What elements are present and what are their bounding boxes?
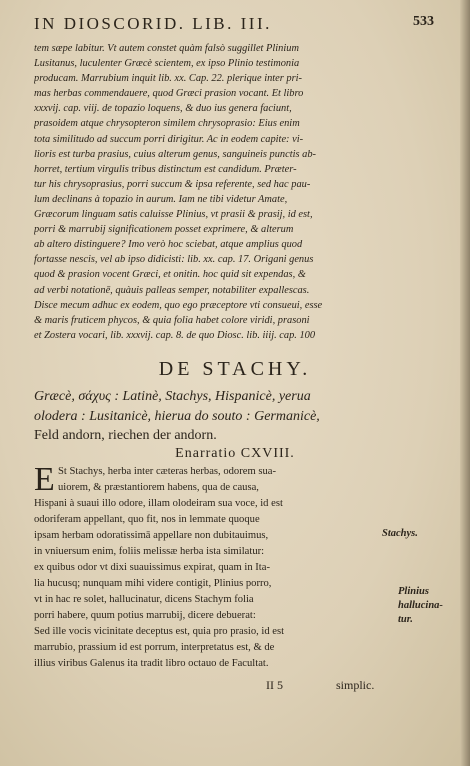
text-line: tem sæpe labitur. Vt autem constet quàm falsò suggillet Plinium: [34, 43, 299, 54]
text-line: horret, tertium virgulis tribus distinctum est candidum. Præter-: [34, 163, 297, 175]
margin-note-line: hallucina-: [398, 600, 443, 611]
text-line: lia hucusq; nunquam mihi videre contigit, Plinius porro,: [34, 578, 272, 589]
body-paragraph: [34, 461, 379, 672]
names-line: Feld andorn, riechen der andorn.: [34, 428, 217, 443]
text-line: fortasse nescis, vel ab ipso didicisti: lib. xx. cap. 17. Origani genus: [34, 254, 314, 266]
text-line: vt in hac re solet, hallucinatur, dicens Stachym folia: [34, 594, 254, 605]
text-line: St Stachys, herba inter cæteras herbas, odorem sua-: [58, 466, 276, 477]
text-line: ad verbi notationē, quàuis palleas semper, notabiliter expallescas.: [34, 284, 310, 296]
margin-note-line: tur.: [398, 614, 413, 625]
text-line: Græcorum linguam satis caluisse Plinius, vt prasii & prasij, id est,: [34, 209, 313, 221]
text-line: lum declinans à topazio in aurum. Iam ne tibi videtur Amate,: [34, 193, 288, 205]
text-line: uiorem, & præstantiorem habens, qua de causa,: [58, 482, 259, 493]
text-line: Hispani à suaui illo odore, illam olodeiram sua voce, id est: [34, 498, 283, 509]
margin-note-stachys: Stachys.: [382, 528, 418, 539]
text-line: producam. Marrubium inquit lib. xx. Cap. 22. plerique inter pri-: [34, 73, 303, 85]
text-line: tur his chrysoprasius, porri succum & ipsa referente, sed hac pau-: [34, 178, 311, 190]
page-edge-shadow: [460, 0, 470, 766]
text-line: ipsam herbam odoratissimā appellare non dubitauimus,: [34, 530, 269, 541]
text-line: illius viribus Galenus ita tradit libro octauo de Facultat.: [34, 658, 269, 669]
text-line: Sed ille vocis vicinitate deceptus est, quia pro prasio, id est: [34, 626, 285, 637]
text-line: porri habere, quum potius marrubij, dicere debuerat:: [34, 610, 256, 621]
margin-note-plinius: [398, 585, 443, 627]
text-line: prasoidem atque chrysopteron similem chrysoprasio: Eius enim: [34, 118, 300, 130]
margin-note-line: Plinius: [398, 586, 429, 597]
text-line: odoriferam appellant, quo fit, nos in lemmate quoque: [34, 514, 260, 525]
text-line: ex quibus odor vt dixi suauissimus expirat, quam in Ita-: [34, 562, 270, 573]
running-header: [34, 14, 434, 36]
drop-capital: E: [34, 461, 55, 498]
text-line: mas herbas commendauere, quod Græci prasion vocant. Et libro: [34, 88, 304, 100]
text-line: marrubio, prassium id est porrum, interpretatus est, & de: [34, 642, 275, 653]
italic-paragraph: [34, 41, 434, 343]
text-line: porri & marrubij significationem posset exprimere, & alterum: [34, 224, 294, 236]
text-line: Disce mecum adhuc ex eodem, quo ego præceptore vti consueui, esse: [34, 299, 323, 311]
text-line: et Zostera vocari, lib. xxxvij. cap. 8. de quo Diosc. lib. iiij. cap. 100: [34, 329, 316, 341]
section-heading: DE STACHY.: [158, 358, 312, 380]
text-line: Lusitanus, luculenter Græcè scientem, ex ipso Plinio testimonia: [34, 58, 300, 70]
text-line: & maris fruticem phycos, & quia folia habet colore viridi, prasoni: [34, 314, 310, 326]
page-number: 533: [413, 14, 434, 29]
text-line: ab altero distinguere? Imo verò hoc sciebat, atque amplius quod: [34, 239, 303, 251]
plant-names: [34, 387, 434, 446]
enarratio-heading: Enarratio CXVIII.: [175, 446, 295, 461]
running-title: IN DIOSCORID. LIB. III.: [34, 14, 272, 33]
names-line: Græcè, σάχυς : Latinè, Stachys, Hispanicè, yerua: [34, 389, 311, 404]
text-line: in vniuersum enim, foliis melissæ herba ista similatur:: [34, 546, 265, 557]
signature-mark: II 5: [266, 678, 283, 692]
text-line: quod & prasion vocent Græci, et onitin. hoc quid sit expendas, &: [34, 269, 306, 281]
text-line: lioris est turba prasius, cuius alterum genus, sanguineis punctis ab-: [34, 148, 316, 160]
names-line: olodera : Lusitanicè, hierua do souto : Germanicè,: [34, 408, 320, 424]
text-line: tota similitudo ad succum porri dirigitur. Ac in eodem capite: vi-: [34, 133, 304, 145]
catchword: simplic.: [336, 678, 375, 692]
text-line: xxxvij. cap. viij. de topazio loquens, & duo ius genera faciunt,: [34, 103, 292, 115]
